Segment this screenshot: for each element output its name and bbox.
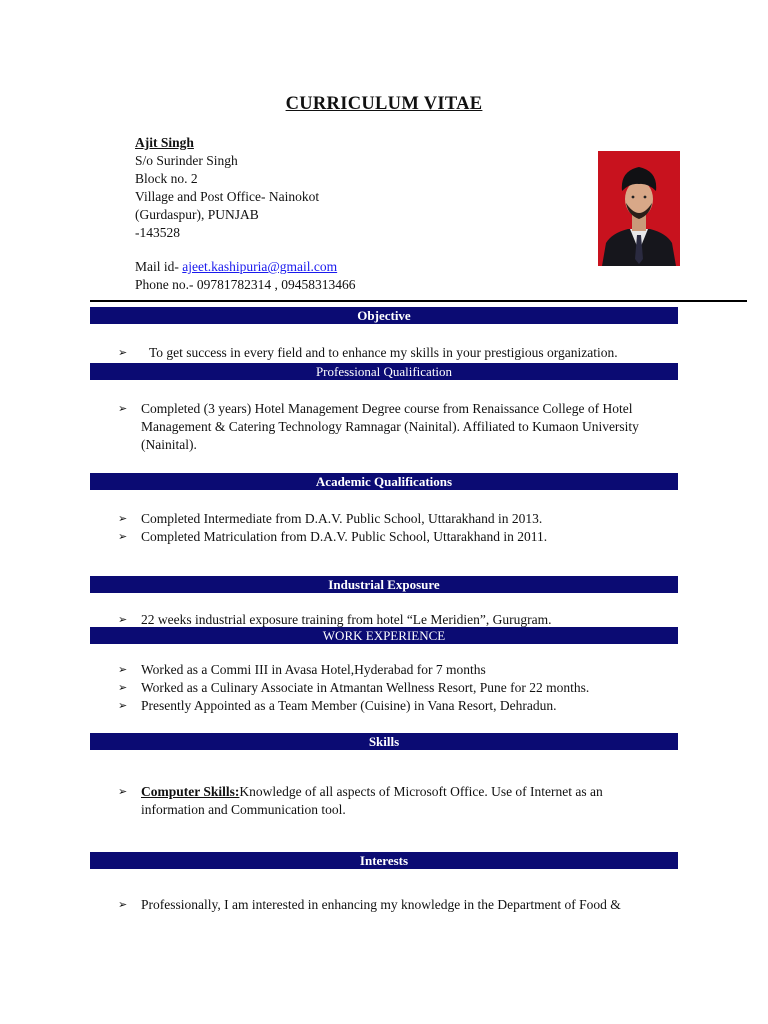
- academic-list: [118, 510, 678, 546]
- list-item: ➢ Completed Matriculation from D.A.V. Public School, Uttarakhand in 2011.: [118, 529, 548, 544]
- section-heading-skills: Skills: [90, 733, 678, 750]
- mail-line: [135, 258, 356, 276]
- list-item: [118, 783, 638, 819]
- arrow-bullet-icon: ➢: [118, 530, 128, 543]
- section-heading-interests: Interests: [90, 852, 678, 869]
- section-heading-work: WORK EXPERIENCE: [90, 627, 678, 644]
- interests-list: [118, 896, 678, 914]
- list-item: ➢ 22 weeks industrial exposure training from hotel “Le Meridien”, Gurugram.: [118, 612, 552, 627]
- list-item: ➢ Completed Intermediate from D.A.V. Public School, Uttarakhand in 2013.: [118, 511, 543, 526]
- computer-skills-label: Computer Skills:: [141, 784, 240, 799]
- list-item: ➢ Professionally, I am interested in enhancing my knowledge in the Department of Food &: [118, 897, 621, 912]
- arrow-bullet-icon: ➢: [118, 613, 128, 626]
- candidate-name: Ajit Singh: [135, 135, 194, 150]
- arrow-bullet-icon: ➢: [118, 402, 128, 415]
- contact-block: [135, 134, 319, 242]
- list-item: ➢ To get success in every field and to enhance my skills in your prestigious organization.: [118, 345, 618, 360]
- relation-line: S/o Surinder Singh: [135, 153, 238, 168]
- work-list: [118, 661, 678, 715]
- list-item: ➢ Presently Appointed as a Team Member (Cuisine) in Vana Resort, Dehradun.: [118, 698, 557, 713]
- section-heading-professional: Professional Qualification: [90, 363, 678, 380]
- section-heading-industrial: Industrial Exposure: [90, 576, 678, 593]
- arrow-bullet-icon: ➢: [118, 512, 128, 525]
- professional-list: [118, 400, 658, 454]
- document-title: CURRICULUM VITAE: [285, 94, 483, 114]
- arrow-bullet-icon: ➢: [118, 663, 128, 676]
- computer-skills-text: Knowledge of all aspects of Microsoft Office. Use of Internet as an information and Communication tool.: [141, 784, 603, 817]
- arrow-bullet-icon: ➢: [118, 785, 128, 798]
- email-link[interactable]: ajeet.kashipuria@gmail.com: [182, 259, 338, 274]
- list-item: ➢ Completed (3 years) Hotel Management Degree course from Renaissance College of Hotel Management & Catering Technology Ramnagar (Nainital). Affiliated to Kumaon University (Nainital).: [118, 401, 639, 452]
- mail-label: Mail id-: [135, 259, 183, 274]
- section-heading-objective: Objective: [90, 307, 678, 324]
- arrow-bullet-icon: ➢: [118, 681, 128, 694]
- district-line: (Gurdaspur), PUNJAB: [135, 207, 259, 222]
- objective-list: [118, 344, 678, 362]
- contact-details: [135, 258, 356, 294]
- list-item: ➢ Worked as a Commi III in Avasa Hotel,Hyderabad for 7 months: [118, 662, 486, 677]
- profile-photo: [598, 151, 680, 266]
- arrow-bullet-icon: ➢: [118, 346, 128, 359]
- village-line: Village and Post Office- Nainokot: [135, 189, 320, 204]
- header-divider: [90, 300, 747, 302]
- list-item: ➢ Worked as a Culinary Associate in Atmantan Wellness Resort, Pune for 22 months.: [118, 680, 590, 695]
- skills-list: [118, 783, 638, 819]
- pin-line: -143528: [135, 225, 180, 240]
- arrow-bullet-icon: ➢: [118, 898, 128, 911]
- phone-line: Phone no.- 09781782314 , 09458313466: [135, 277, 356, 292]
- section-heading-academic: Academic Qualifications: [90, 473, 678, 490]
- block-line: Block no. 2: [135, 171, 198, 186]
- arrow-bullet-icon: ➢: [118, 699, 128, 712]
